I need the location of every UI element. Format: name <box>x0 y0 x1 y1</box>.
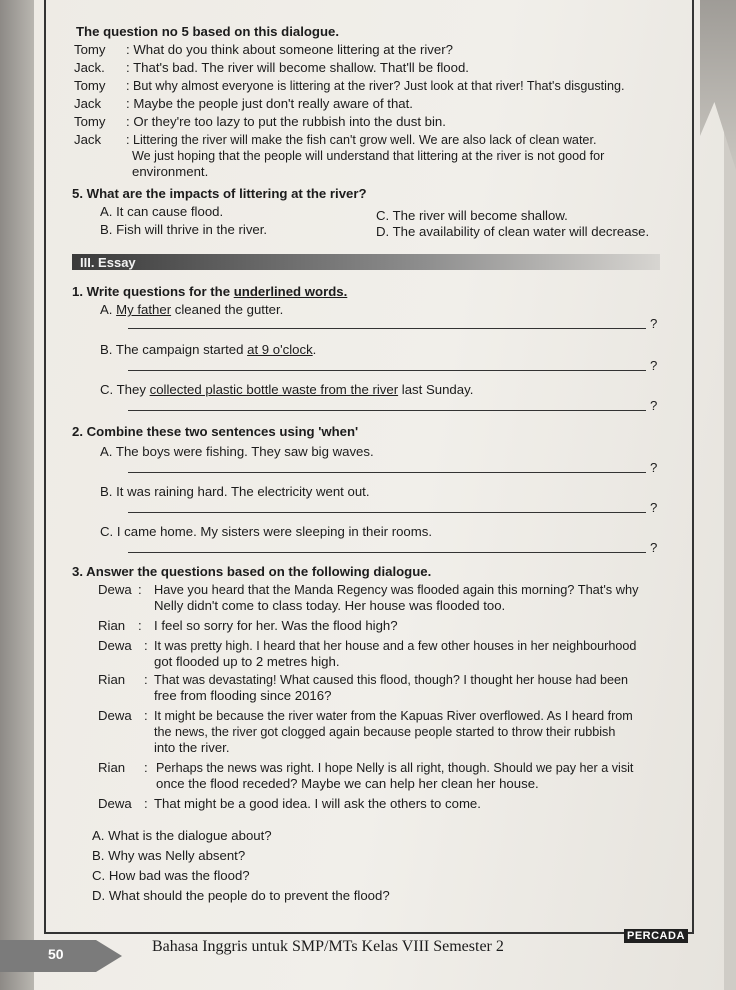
section-heading-essay <box>72 254 660 270</box>
dialogue-line-cont: We just hoping that the people will understand that littering at the river is not good for <box>132 149 605 163</box>
page-shadow <box>0 0 34 990</box>
colon: : <box>138 582 142 597</box>
dialogue-line: : Littering the river will make the fish can't grow well. We are also lack of clean water. <box>126 133 597 147</box>
dialogue-line-cont: into the river. <box>154 740 230 755</box>
publisher-logo: PERCADA <box>624 929 688 943</box>
dialogue-line: : Maybe the people just don't really aware of that. <box>126 96 413 111</box>
speaker: Jack <box>74 132 102 147</box>
sub-question-a: A. What is the dialogue about? <box>92 828 272 843</box>
colon: : <box>138 618 142 633</box>
dialogue-line: : What do you think about someone littering at the river? <box>126 42 453 57</box>
dialogue-line-cont: the news, the river got clogged again because people started to throw their rubbish <box>154 725 616 739</box>
dialogue-line-cont: free from flooding since 2016? <box>154 688 332 703</box>
question-mark: ? <box>650 316 658 331</box>
colon: : <box>144 672 148 687</box>
question-mark: ? <box>650 460 658 475</box>
essay-question-1: 1. Write questions for the underlined words. <box>72 284 348 299</box>
frame-border <box>44 932 694 934</box>
page-number-arrow <box>96 940 122 972</box>
dialogue-line: : But why almost everyone is littering at the river? Just look at that river! That's disgusting. <box>126 79 625 93</box>
question-5: 5. What are the impacts of littering at the river? <box>72 186 367 201</box>
dialogue-line: It was pretty high. I heard that her house and a few other houses in her neighbourhood <box>154 639 637 653</box>
item-2c: C. I came home. My sisters were sleeping in their rooms. <box>100 524 432 539</box>
speaker: Rian <box>98 760 126 775</box>
answer-line[interactable] <box>128 370 646 371</box>
colon: : <box>144 760 148 775</box>
page-number-tab <box>0 940 96 972</box>
speaker: Jack <box>74 96 102 111</box>
book-title: Bahasa Inggris untuk SMP/MTs Kelas VIII Semester 2 <box>152 938 504 955</box>
frame-border <box>44 0 46 934</box>
item-1b: B. The campaign started at 9 o'clock. <box>100 342 317 357</box>
item-1a: A. My father cleaned the gutter. <box>100 302 284 317</box>
dialogue-line-cont: got flooded up to 2 metres high. <box>154 654 340 669</box>
speaker: Rian <box>98 618 126 633</box>
section-heading-label: III. Essay <box>80 255 136 270</box>
answer-line[interactable] <box>128 328 646 329</box>
colon: : <box>144 708 148 723</box>
question-mark: ? <box>650 358 658 373</box>
question-mark: ? <box>650 500 658 515</box>
item-1c: C. They collected plastic bottle waste from the river last Sunday. <box>100 382 474 397</box>
dialogue-line: That was devastating! What caused this flood, though? I thought her house had been <box>154 673 628 687</box>
question-mark: ? <box>650 540 658 555</box>
frame-border <box>692 0 694 934</box>
dialogue-line: : That's bad. The river will become shallow. That'll be flood. <box>126 60 469 75</box>
speaker: Dewa <box>98 582 132 597</box>
essay-question-3: 3. Answer the questions based on the following dialogue. <box>72 564 432 579</box>
sub-question-c: C. How bad was the flood? <box>92 868 250 883</box>
dialogue-line-cont: Nelly didn't come to class today. Her house was flooded too. <box>154 598 506 613</box>
dialogue-intro: The question no 5 based on this dialogue. <box>76 24 340 39</box>
dialogue-line: I feel so sorry for her. Was the flood high? <box>154 618 398 633</box>
answer-line[interactable] <box>128 512 646 513</box>
speaker: Tomy <box>74 42 106 57</box>
dialogue-line-cont: environment. <box>132 164 209 179</box>
speaker: Dewa <box>98 638 132 653</box>
colon: : <box>144 796 148 811</box>
answer-line[interactable] <box>128 552 646 553</box>
dialogue-line-cont: once the flood receded? Maybe we can help her clean her house. <box>156 776 539 791</box>
option-d: D. The availability of clean water will decrease. <box>376 224 650 239</box>
option-c: C. The river will become shallow. <box>376 208 568 223</box>
speaker: Jack. <box>74 60 105 75</box>
speaker: Dewa <box>98 708 132 723</box>
option-a: A. It can cause flood. <box>100 204 224 219</box>
dialogue-line: : Or they're too lazy to put the rubbish into the dust bin. <box>126 114 446 129</box>
item-2a: A. The boys were fishing. They saw big waves. <box>100 444 374 459</box>
essay-question-2: 2. Combine these two sentences using 'when' <box>72 424 359 439</box>
dialogue-line: Have you heard that the Manda Regency was flooded again this morning? That's why <box>154 582 639 597</box>
sub-question-d: D. What should the people do to prevent the flood? <box>92 888 390 903</box>
dialogue-line: That might be a good idea. I will ask the others to come. <box>154 796 481 811</box>
speaker: Tomy <box>74 78 106 93</box>
dialogue-line: Perhaps the news was right. I hope Nelly is all right, though. Should we pay her a visit <box>156 761 634 775</box>
speaker: Tomy <box>74 114 106 129</box>
dialogue-line: It might be because the river water from the Kapuas River overflowed. As I heard from <box>154 709 633 723</box>
option-b: B. Fish will thrive in the river. <box>100 222 268 237</box>
item-2b: B. It was raining hard. The electricity went out. <box>100 484 370 499</box>
sub-question-b: B. Why was Nelly absent? <box>92 848 246 863</box>
answer-line[interactable] <box>128 472 646 473</box>
page-number: 50 <box>48 946 64 962</box>
speaker: Dewa <box>98 796 132 811</box>
answer-line[interactable] <box>128 410 646 411</box>
colon: : <box>144 638 148 653</box>
speaker: Rian <box>98 672 126 687</box>
question-mark: ? <box>650 398 658 413</box>
